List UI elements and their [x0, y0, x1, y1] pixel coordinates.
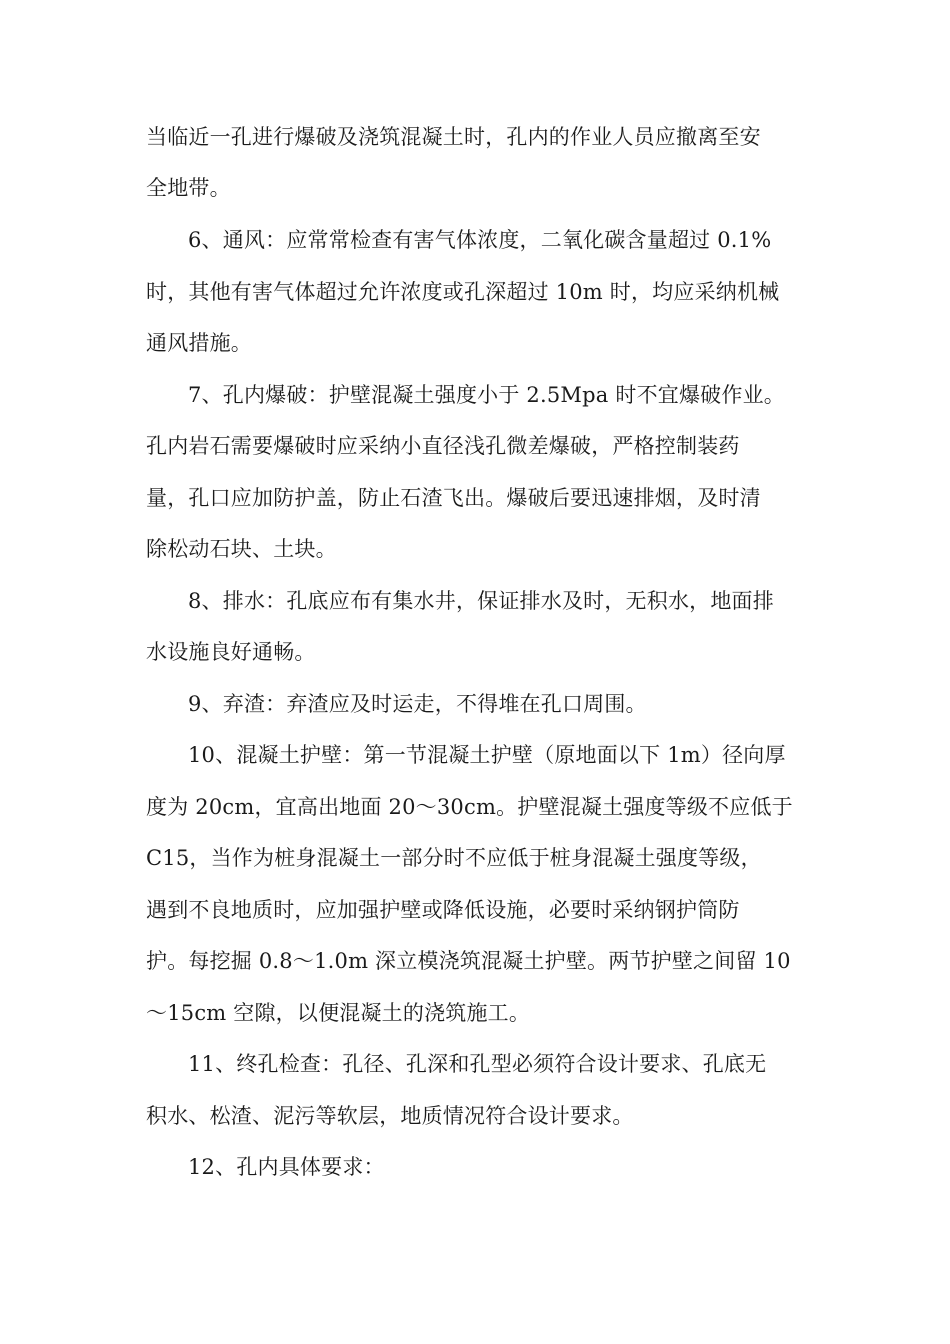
item-7-line-3: 量，孔口应加防护盖，防止石渣飞出。爆破后要迅速排烟，及时清: [146, 486, 761, 510]
item-8-line-1: 8、排水：孔底应布有集水井，保证排水及时，无积水，地面排: [188, 589, 774, 613]
item-10-line-1: 10、混凝土护壁：第一节混凝土护壁（原地面以下 1m）径向厚: [188, 743, 786, 767]
item-11-line-1: 11、终孔检查：孔径、孔深和孔型必须符合设计要求、孔底无: [188, 1052, 767, 1076]
item-12-line-1: 12、孔内具体要求：: [188, 1155, 385, 1179]
item-7-line-4: 除松动石块、土块。: [146, 537, 337, 561]
item-10-line-2: 度为 20cm，宜高出地面 20～30cm。护壁混凝土强度等级不应低于: [146, 795, 793, 819]
item-7-line-2: 孔内岩石需要爆破时应采纳小直径浅孔微差爆破，严格控制装药: [146, 434, 740, 458]
item-6-line-1: 6、通风：应常常检查有害气体浓度，二氧化碳含量超过 0.1%: [188, 228, 772, 252]
text-line-1: 当临近一孔进行爆破及浇筑混凝土时，孔内的作业人员应撤离至安: [146, 125, 761, 149]
item-10-line-4: 遇到不良地质时，应加强护壁或降低设施，必要时采纳钢护筒防: [146, 898, 740, 922]
item-9-line-1: 9、弃渣：弃渣应及时运走，不得堆在孔口周围。: [188, 692, 647, 716]
item-10-line-5: 护。每挖掘 0.8～1.0m 深立模浇筑混凝土护壁。两节护壁之间留 10: [146, 949, 791, 973]
item-7-line-1: 7、孔内爆破：护壁混凝土强度小于 2.5Mpa 时不宜爆破作业。: [188, 383, 785, 407]
text-line-2: 全地带。: [146, 176, 231, 200]
item-10-line-3: C15，当作为桩身混凝土一部分时不应低于桩身混凝土强度等级，: [146, 846, 762, 870]
item-10-line-6: ～15cm 空隙，以便混凝土的浇筑施工。: [146, 1001, 531, 1025]
item-6-line-2: 时，其他有害气体超过允许浓度或孔深超过 10m 时，均应采纳机械: [146, 280, 780, 304]
item-6-line-3: 通风措施。: [146, 331, 252, 355]
item-8-line-2: 水设施良好通畅。: [146, 640, 316, 664]
item-11-line-2: 积水、松渣、泥污等软层，地质情况符合设计要求。: [146, 1104, 634, 1128]
